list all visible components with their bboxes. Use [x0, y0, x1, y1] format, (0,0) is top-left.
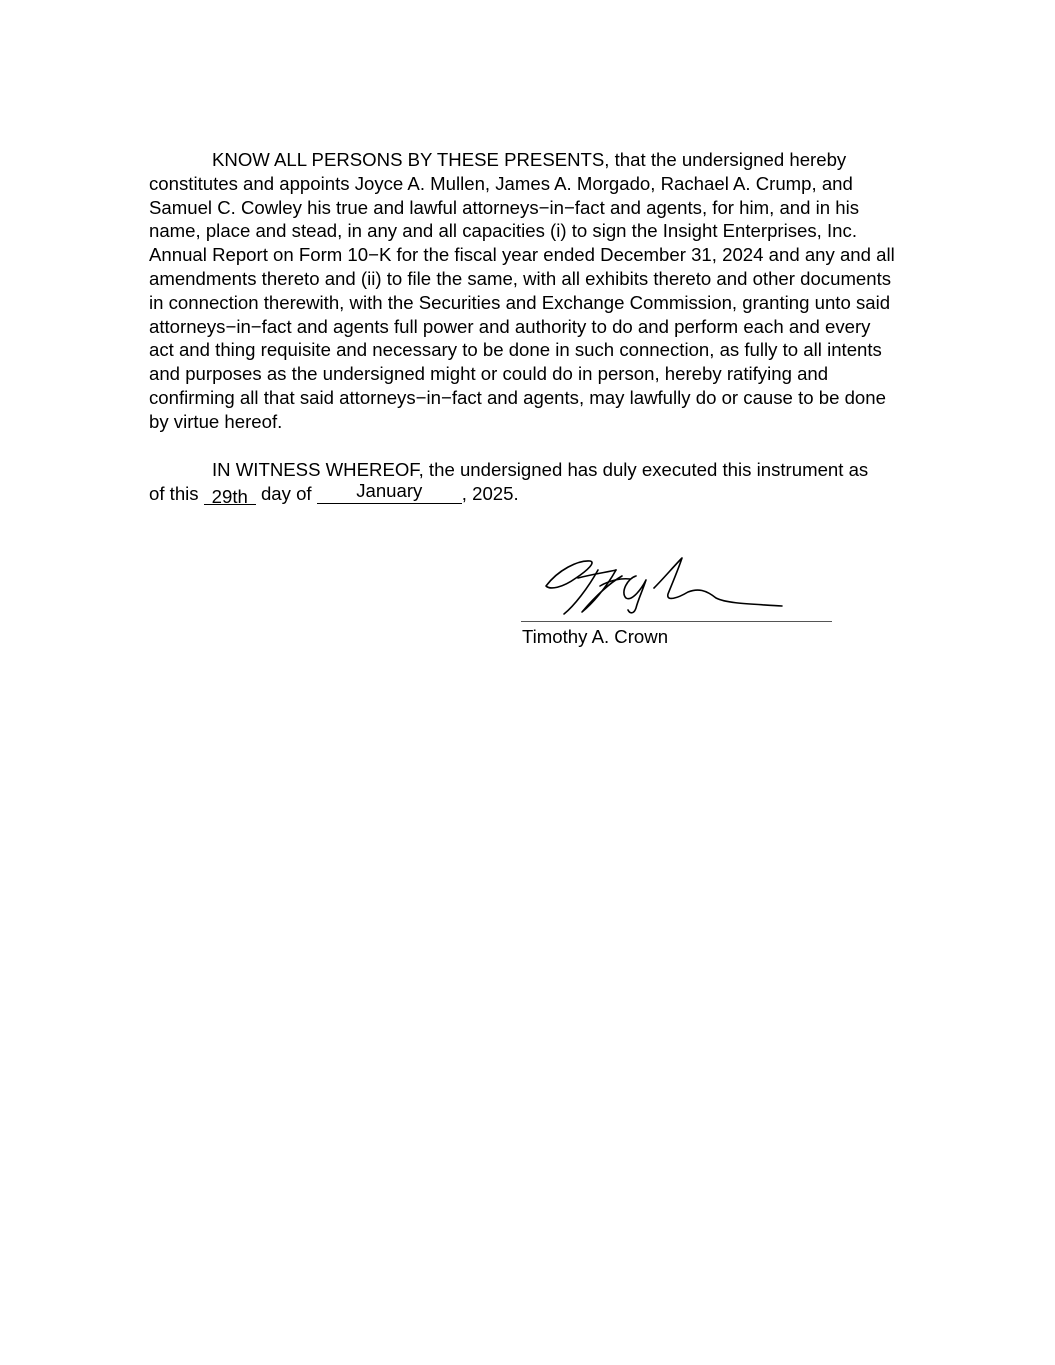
day-field	[204, 486, 256, 505]
paragraph-line: KNOW ALL PERSONS BY THESE PRESENTS, that the undersigned hereby	[212, 149, 847, 170]
paragraph-line: and purposes as the undersigned might or could do in person, hereby ratifying and	[149, 363, 829, 385]
witness-line: IN WITNESS WHEREOF, the undersigned has duly executed this instrument as	[212, 459, 869, 480]
witness-date-line	[149, 479, 909, 507]
date-middle: day of	[255, 482, 317, 504]
paragraph-line: confirming all that said attorneys−in−fact and agents, may lawfully do or cause to be done	[149, 386, 886, 408]
month-field	[317, 479, 462, 504]
paragraph-line: amendments thereto and (ii) to file the same, with all exhibits thereto and other documents	[149, 267, 892, 289]
paragraph-line: Samuel C. Cowley his true and lawful attorneys−in−fact and agents, for him, and in his	[149, 196, 860, 218]
date-prefix: of this	[149, 482, 204, 504]
paragraph-line: in connection therewith, with the Securities and Exchange Commission, granting unto said	[149, 291, 891, 313]
power-of-attorney-paragraph	[149, 148, 909, 434]
day-value: 29th	[211, 485, 248, 507]
date-suffix: , 2025.	[461, 482, 519, 504]
paragraph-line: constitutes and appoints Joyce A. Mullen, James A. Morgado, Rachael A. Crump, and	[149, 172, 853, 194]
signer-name: Timothy A. Crown	[522, 626, 669, 647]
handwritten-signature	[538, 548, 788, 620]
signature-line	[521, 621, 832, 622]
paragraph-line: Annual Report on Form 10−K for the fiscal year ended December 31, 2024 and any and all	[149, 244, 895, 266]
paragraph-line: name, place and stead, in any and all capacities (i) to sign the Insight Enterprises, Inc.	[149, 220, 857, 242]
paragraph-line: act and thing requisite and necessary to be done in such connection, as fully to all intents	[149, 339, 882, 361]
witness-paragraph	[149, 458, 909, 506]
month-value: January	[356, 479, 423, 501]
paragraph-line: attorneys−in−fact and agents full power and authority to do and perform each and every	[149, 315, 871, 337]
paragraph-line: by virtue hereof.	[149, 410, 283, 432]
